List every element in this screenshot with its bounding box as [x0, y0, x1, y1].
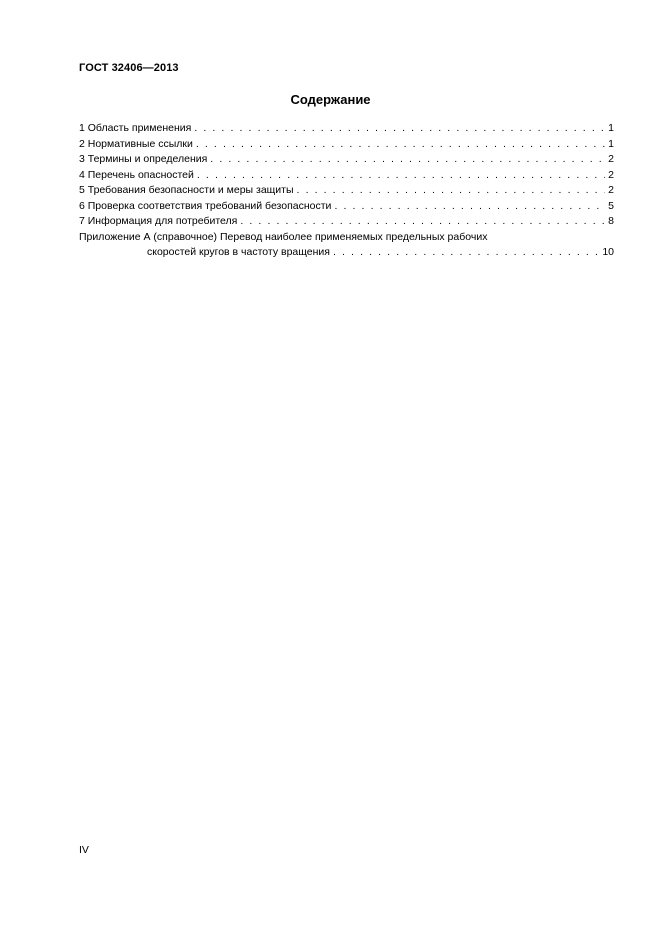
- toc-entry-label: 2 Нормативные ссылки: [79, 137, 193, 150]
- toc-entry-consumer-information[interactable]: [79, 214, 614, 230]
- toc-appendix-title-line: скоростей кругов в частоту вращения: [147, 246, 330, 258]
- toc-entry-compliance-verification[interactable]: [79, 199, 614, 215]
- toc-entry-page: 8: [608, 215, 614, 227]
- toc-entry-scope[interactable]: [79, 121, 614, 137]
- toc-entry-label: 6 Проверка соответствия требований безопасности: [79, 199, 332, 212]
- toc-leader-dots: [333, 245, 599, 261]
- toc-entry-page: 5: [608, 199, 614, 212]
- document-header-id: ГОСТ 32406—2013: [79, 62, 179, 74]
- toc-leader-dots: [196, 137, 605, 153]
- toc-entry-page: 2: [608, 168, 614, 181]
- toc-leader-dots: [197, 168, 605, 184]
- toc-leader-dots: [334, 199, 605, 215]
- toc-entry-page: 1: [608, 137, 614, 150]
- toc-entry-label: 1 Область применения: [79, 122, 192, 134]
- toc-entry-page: 10: [602, 246, 614, 258]
- toc-entry-appendix-a[interactable]: [79, 230, 614, 261]
- toc-entry-label: 7 Информация для потребителя: [79, 215, 238, 227]
- toc-title: Содержание: [290, 92, 371, 107]
- toc-leader-dots: [210, 152, 605, 168]
- toc-entry-terms-definitions[interactable]: [79, 152, 614, 168]
- toc-entry-safety-requirements[interactable]: [79, 183, 614, 199]
- toc-leader-dots: [194, 121, 605, 137]
- toc-leader-dots: [297, 183, 606, 199]
- toc-entry-label: 3 Термины и определения: [79, 153, 208, 165]
- toc-entry-page: 1: [608, 122, 614, 134]
- table-of-contents: [79, 121, 614, 261]
- page-number: IV: [79, 844, 89, 856]
- toc-entry-hazards-list[interactable]: [79, 168, 614, 184]
- toc-entry-label: 4 Перечень опасностей: [79, 168, 194, 181]
- toc-entry-label: 5 Требования безопасности и меры защиты: [79, 184, 294, 196]
- toc-entry-page: 2: [608, 184, 614, 196]
- toc-leader-dots: [240, 214, 605, 230]
- toc-entry-normative-references[interactable]: [79, 137, 614, 153]
- toc-appendix-title-line: Приложение А (справочное) Перевод наиболее применяемых предельных рабочих: [79, 230, 488, 243]
- toc-entry-page: 2: [608, 153, 614, 165]
- toc-appendix-continuation: [79, 245, 614, 261]
